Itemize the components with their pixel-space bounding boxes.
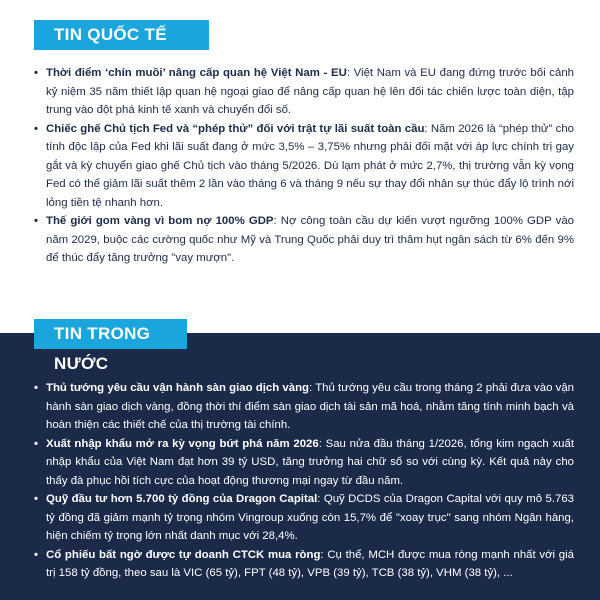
news-item-dragon-capital	[32, 490, 574, 546]
news-item-text: : Thủ tướng yêu cầu trong tháng 2 phải đưa vào vận hành sàn giao dịch vàng, đồng thời thí điểm sàn giao dịch tài sản mã hoá, nhằm tăng tính minh bạch và hoàn thiện các thiết chế của thị trường tài chính.	[46, 382, 575, 431]
news-item-gold-debt	[32, 212, 574, 268]
domestic-news-heading: TIN TRONG NƯỚC	[34, 319, 187, 349]
news-item-title: Thủ tướng yêu cầu vận hành sàn giao dịch vàng	[46, 382, 310, 394]
news-item-proprietary-trading	[32, 546, 574, 583]
news-item-text: : Việt Nam và EU đang đứng trước bối cảnh kỷ niệm 35 năm thiết lập quan hệ ngoại giao để nâng cấp quan hệ lên đối tác chiến lược toàn diện, tập trung vào đột phá kinh tế xanh và chuyển đổi số.	[46, 67, 574, 116]
international-news-list	[32, 64, 574, 268]
news-item-text: : Nợ công toàn cầu dự kiến vượt ngưỡng 100% GDP vào năm 2029, buộc các cường quốc như Mỹ và Trung Quốc phải duy trì thâm hụt ngân sách từ 6% đến 9% để thúc đẩy tăng trưởng "vay mượn".	[46, 215, 574, 264]
international-news-heading: TIN QUỐC TẾ	[34, 20, 209, 50]
news-item-title: Xuất nhập khẩu mở ra kỳ vọng bứt phá năm 2026	[46, 437, 319, 450]
domestic-news-list	[32, 379, 574, 583]
news-item-title: Chiếc ghế Chủ tịch Fed và “phép thử” đối với trật tự lãi suất toàn cầu	[46, 122, 425, 135]
news-item-title: Thế giới gom vàng vì bom nợ 100% GDP	[46, 215, 274, 227]
news-item-fed-chair	[32, 120, 574, 213]
news-item-text: : Năm 2026 là “phép thử” cho tính độc lập của Fed khi lãi suất đang ở mức 3,5% – 3,75% nhưng phải đối mặt với áp lực chính trị gay gắt và kỳ chuyển giao ghế Chủ tịch vào tháng 5/2026. Dù lạm phát ở mức 2,7%, thị trường vẫn kỳ vọng Fed có thể giảm lãi suất thêm 2 lần vào tháng 6 và tháng 9 nếu sự thay đổi nhân sự thúc đẩy lộ trình nới lỏng tiền tệ nhanh hơn.	[46, 122, 574, 209]
news-item-title: Cổ phiếu bất ngờ được tự doanh CTCK mua ròng	[46, 548, 321, 561]
news-item-import-export	[32, 435, 574, 491]
news-item-vietnam-eu	[32, 64, 574, 120]
news-item-title: Quỹ đầu tư hơn 5.700 tỷ đồng của Dragon Capital	[46, 493, 318, 505]
news-item-text: : Cụ thể, MCH được mua ròng mạnh nhất với giá trị 158 tỷ đồng, theo sau là VIC (65 tỷ), FPT (48 tỷ), VPB (39 tỷ), TCB (38 tỷ), VHM (38 tỷ), ...	[46, 548, 574, 579]
news-item-text: : Quỹ DCDS của Dragon Capital với quy mô 5.763 tỷ đồng đã giảm mạnh tỷ trọng nhóm Vingroup xuống còn 15,7% để "xoay trục" sang nhóm Ngân hàng, hiện chiếm tỷ trọng lớn nhất danh mục với 28,4%.	[46, 493, 574, 542]
news-item-title: Thời điểm ‘chín muồi’ nâng cấp quan hệ Việt Nam - EU	[46, 67, 347, 79]
news-item-gold-exchange	[32, 379, 574, 435]
news-item-text: : Sau nửa đầu tháng 1/2026, tổng kim ngạch xuất nhập khẩu của Việt Nam đạt hơn 39 tỷ USD, tăng trưởng hai chữ số so với cùng kỳ. Kết quả này cho thấy đà phục hồi tích cực của hoạt động thương mại ngay từ đầu năm.	[46, 437, 574, 487]
